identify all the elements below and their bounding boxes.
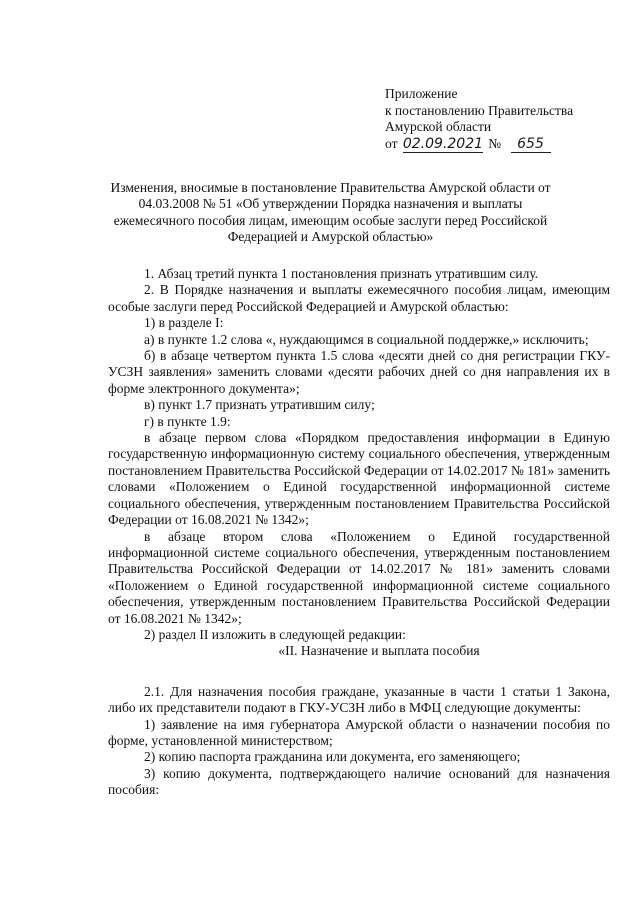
- from-label: от: [385, 135, 398, 151]
- spacer: [108, 660, 610, 684]
- paragraph: 3) копию документа, подтверждающего наличие оснований для назначения пособия:: [108, 765, 610, 798]
- document-title: Изменения, вносимые в постановление Правительства Амурской области от 04.03.2008 № 51 «Об утверждении Порядка назначения и выплаты ежемесячного пособия лицам, имеющим особые заслуги перед Российской Федерацией и Амурской областью»: [110, 180, 551, 244]
- appendix-block: [385, 86, 625, 153]
- handwritten-date: 02.09.2021: [402, 135, 484, 152]
- paragraph: 2) копию паспорта гражданина или документа, его заменяющего;: [144, 749, 521, 765]
- paragraph: а) в пункте 1.2 слова «, нуждающимся в социальной поддержке,» исключить;: [144, 331, 589, 347]
- appendix-line-3: Амурской области: [385, 119, 492, 134]
- appendix-date-line: [385, 136, 625, 154]
- appendix-line-2: к постановлению Правительства: [385, 102, 574, 118]
- section-heading: «II. Назначение и выплата пособия: [278, 643, 480, 659]
- paragraph: 1) в разделе I:: [144, 315, 224, 331]
- number-label: №: [488, 135, 502, 151]
- paragraph: 1) заявление на имя губернатора Амурской области о назначении пособия по форме, установленной министерством;: [108, 716, 610, 748]
- paragraph: в абзаце первом слова «Порядком предоставления информации в Единую государственную информационную систему социального обеспечения, утвержденным постановлением Правительства Российской Федерации от 14.02.2017 № 181» заменить словами «Положением о Единой государственной информационной системе социального обеспечения, утвержденным постановлением Правительства Российской Федерации от 16.08.2021 № 1342»;: [108, 430, 610, 528]
- paragraph: г) в пункте 1.9:: [144, 413, 231, 429]
- document-body: [108, 266, 610, 799]
- paragraph: 2) раздел II изложить в следующей редакции:: [144, 626, 406, 642]
- appendix-line-1: Приложение: [385, 86, 458, 101]
- paragraph: в абзаце втором слова «Положением о Единой государственной информационной системе социального обеспечения, утвержденным постановлением Правительства Российской Федерации от 14.02.2017 № 181» заменить словами «Положением о Единой государственной информационной системе социального обеспечения, утвержденным постановлением Правительства Российской Федерации от 16.08.2021 № 1342»;: [108, 528, 610, 626]
- paragraph: в) пункт 1.7 признать утратившим силу;: [144, 397, 375, 413]
- paragraph: 1. Абзац третий пункта 1 постановления признать утратившим силу.: [144, 266, 539, 281]
- handwritten-number: 655: [511, 136, 551, 154]
- paragraph: 2. В Порядке назначения и выплаты ежемесячного пособия лицам, имеющим особые заслуги перед Российской Федерацией и Амурской областью:: [108, 282, 610, 314]
- paragraph: 2.1. Для назначения пособия граждане, указанные в части 1 статьи 1 Закона, либо их представители подают в ГКУ-УСЗН либо в МФЦ следующие документы:: [108, 683, 610, 716]
- paragraph: б) в абзаце четвертом пункта 1.5 слова «десяти дней со дня регистрации ГКУ-УСЗН заявления» заменить словами «десяти рабочих дней со дня направления их в форме электронного документа»;: [108, 348, 610, 396]
